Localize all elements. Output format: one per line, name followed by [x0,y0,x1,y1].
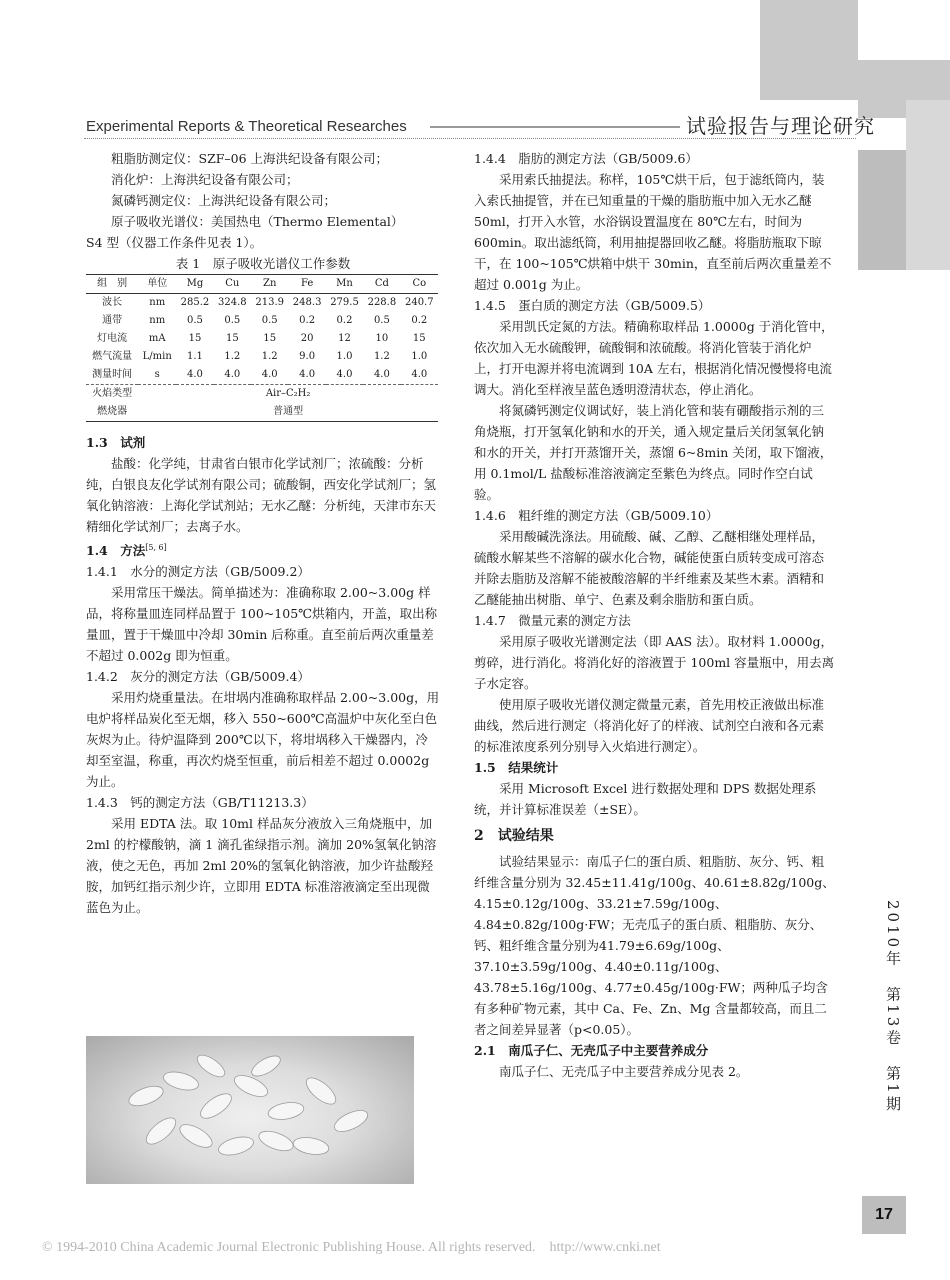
table-cell: 20 [300,333,314,344]
decor-block-4 [906,100,950,270]
instrument-line: 消化炉：上海洪纪设备有限公司； [111,172,299,187]
table-cell: 燃气流量 [92,351,133,362]
paragraph: 使用原子吸收光谱仪测定微量元素，首先用校正液做出标准曲线，然后进行测定（将消化好了的样液、试剂空白液和各元素的标准浓度系列分别导入火焰进行测定）。 [474,697,825,754]
subsection-heading: 1.4.5 蛋白质的测定方法（GB/5009.5） [474,298,711,313]
table-cell: 9.0 [299,351,316,362]
table-cell: 4.0 [224,369,241,380]
instrument-line: S4 型（仪器工作条件见表 1）。 [86,235,263,250]
subsection-heading: 1.4.1 水分的测定方法（GB/5009.2） [86,564,310,580]
params-table [86,274,438,422]
table-cell: 1.0 [336,351,353,362]
table-row [86,366,438,385]
table-cell: 1.0 [411,351,428,362]
table-cell: 4.0 [411,369,428,380]
header-cell: Fe [288,275,325,294]
table-cell: 0.5 [186,315,203,326]
table-cell: s [154,369,160,380]
decor-block-3 [858,150,906,270]
page-number: 17 [862,1196,906,1234]
section-title-cn: 试验报告与理论研究 [686,114,875,138]
paragraph: 采用灼烧重量法。在坩埚内准确称取样品 2.00~3.00g，用电炉将样品炭化至无烟，移入 550~600℃高温炉中灰化至白色灰烬为止。待炉温降到 200℃以下，将坩埚移入干燥器内，冷却至室温，称重，再次灼烧至恒重，前后相差不超过 0.0002g 为止。 [86,690,440,790]
issue-info-vertical: 2010年 第13卷 第1期 [884,900,902,1114]
table-cell: 普通型 [138,403,438,422]
table-cell: 0.5 [224,315,241,326]
paragraph: 盐酸：化学纯，甘肃省白银市化学试剂厂；浓硫酸：分析纯，白银良友化学试剂有限公司；硫酸铜，西安化学试剂厂；氢氧化钠溶液：上海化学试剂站；无水乙醚：分析纯，天津市东天精细化学试剂厂；去离子水。 [86,456,437,534]
table-cell: 10 [375,333,389,344]
subsection-heading: 1.4.6 粗纤维的测定方法（GB/5009.10） [474,508,719,523]
section-heading: 2 试验结果 [474,828,554,844]
paragraph: 将氮磷钙测定仪调试好，装上消化管和装有硼酸指示剂的三角烧瓶，打开氢氧化钠和水的开关，通入规定量后关闭氢氧化钠和水的开关，并打开蒸馏开关，蒸馏 6~8min 关闭，取下馏液，用 0.1mol/L 盐酸标准溶液滴定至紫色为终点。同时作空白试验。 [474,403,833,502]
paragraph: 采用 Microsoft Excel 进行数据处理和 DPS 数据处理系统，并计算标准误差（±SE）。 [474,781,817,817]
subsection-heading: 1.4.3 钙的测定方法（GB/T11213.3） [86,795,314,811]
table-cell: 火焰类型 [86,385,138,404]
table-cell: 燃烧器 [86,403,138,422]
table-cell: 15 [263,333,277,344]
header-dotted-rule [84,138,856,139]
table-cell: 4.0 [299,369,316,380]
right-column [474,148,836,1082]
table-cell: 0.2 [336,315,353,326]
table-cell: 1.2 [224,351,241,362]
pumpkin-seeds-photo [86,1036,414,1184]
table-cell: 285.2 [180,297,210,308]
table-cell: 12 [338,333,351,344]
header-cell: 单位 [138,275,176,294]
table-cell: 通带 [102,315,123,326]
table-cell: 228.8 [367,297,397,308]
table-cell: 1.1 [186,351,203,362]
paragraph: 南瓜子仁、无壳瓜子中主要营养成分见表 2。 [499,1064,749,1079]
header-cell: 组 别 [86,275,138,294]
instrument-line: 氮磷钙测定仪：上海洪纪设备有限公司； [111,193,337,208]
paragraph: 采用原子吸收光谱测定法（即 AAS 法）。取材料 1.0000g，剪碎，进行消化。将消化好的溶液置于 100ml 容量瓶中，用去离子水定容。 [474,634,835,691]
header-cell: Zn [251,275,288,294]
citation-ref: [5, 6] [145,543,167,552]
table-cell: 0.5 [373,315,390,326]
table-row [86,348,438,366]
header-cell: Cd [363,275,400,294]
table-cell: 15 [225,333,239,344]
table-cell: 324.8 [218,297,247,308]
subsection-heading: 2.1 南瓜子仁、无壳瓜子中主要营养成分 [474,1043,709,1058]
subsection-heading: 1.4.7 微量元素的测定方法 [474,613,631,628]
table-cell: 15 [188,333,202,344]
table-cell: 0.2 [299,315,316,326]
table-row [86,294,438,313]
journal-title-en: Experimental Reports & Theoretical Researches [86,118,407,135]
paragraph: 试验结果显示：南瓜子仁的蛋白质、粗脂肪、灰分、钙、粗纤维含量分别为 32.45±11.41g/100g、40.61±8.82g/100g、4.15±0.12g/100g、33.21±7.59g/100g、4.84±0.82g/100g·FW；无壳瓜子的蛋白质、粗脂肪、灰分、钙、粗纤维含量分别为41.79±6.69g/100g、37.10±3.59g/100g、4.40±0.11g/100g、43.78±5.16g/100g、4.77±0.45g/100g·FW；两种瓜子均含有多种矿物元素，其中 Ca、Fe、Zn、Mg 含量都较高，而且二者之间差异显著（p<0.05）。 [474,854,835,1037]
table-row [86,330,438,348]
paragraph: 采用凯氏定氮的方法。精确称取样品 1.0000g 于消化管中，依次加入无水硫酸钾，硫酸铜和浓硫酸。将消化管装于消化炉上，打开电源并将电流调到 10A 左右，根据消化情况慢慢将电流调大。消化至样液呈蓝色透明澄清状态，停止消化。 [474,319,834,397]
section-heading [86,537,440,561]
table-cell: 4.0 [373,369,390,380]
table-cell: 测量时间 [92,369,133,380]
table-cell: nm [149,315,166,326]
paragraph: 采用索氏抽提法。称样，105℃烘干后，包于滤纸筒内，装入索氏抽提管，并在已知重量的干燥的脂肪瓶中加入无水乙醚 50ml，打开入水管，水浴锅设置温度在 80℃左右，时间为 600min。取出滤纸筒，利用抽提器回收乙醚。将脂肪瓶取下晾干，在 100~105℃烘箱中烘干 30min，直至前后两次重量差不超过 0.001g 为止。 [474,172,832,292]
table-cell: 4.0 [261,369,278,380]
seeds-illustration [86,1036,414,1184]
table-cell: 4.0 [186,369,203,380]
header-cell: Cu [214,275,251,294]
copyright-footer: © 1994-2010 China Academic Journal Electronic Publishing House. All rights reserved. http://www.cnki.net [42,1240,661,1255]
table-cell: 279.5 [330,297,359,308]
table-cell: 4.0 [336,369,353,380]
table-cell: Air–C₂H₂ [138,385,438,404]
table-header-row [86,275,438,294]
paragraph: 采用 EDTA 法。取 10ml 样品灰分液放入三角烧瓶中，加 2ml 的柠檬酸钠，滴 1 滴孔雀绿指示剂。滴加 20%氢氧化钠溶液，使之无色，再加 2ml 20%的氢氧化钠溶液，加少许盐酸羟胺，加钙红指示剂少许，立即用 EDTA 标准溶液滴定至出现微蓝色为止。 [86,816,437,916]
header-rule [430,126,680,128]
header-cell: Co [401,275,438,294]
table-caption: 表 1 原子吸收光谱仪工作参数 [175,256,351,271]
paragraph: 采用常压干燥法。简单描述为：准确称取 2.00~3.00g 样品，将称量皿连同样品置于 100~105℃烘箱内，开盖，取出称量皿，置于干燥皿中冷却 30min 后称重。直至前后两次重量差不超过 0.002g 即为恒重。 [86,585,438,664]
table-row [86,403,438,422]
instrument-line: 粗脂肪测定仪：SZF–06 上海洪纪设备有限公司； [111,151,389,166]
section-heading: 1.3 试剂 [86,435,146,450]
section-heading-text: 1.4 方法 [86,543,146,559]
table-cell: 1.2 [373,351,390,362]
table-cell: 0.2 [411,315,428,326]
table-row [86,385,438,404]
subsection-heading: 1.4.2 灰分的测定方法（GB/5009.4） [86,669,310,685]
paragraph: 采用酸碱洗涤法。用硫酸、碱、乙醇、乙醚相继处理样品，硫酸水解某些不溶解的碳水化合物，碱能使蛋白质转变成可溶态并除去脂肪及溶解不能被酸溶解的半纤维素及某些木素。酒精和乙醚能抽出树脂、单宁、色素及剩余脂肪和蛋白质。 [474,529,825,607]
header-cell: Mg [176,275,213,294]
subsection-heading: 1.4.4 脂肪的测定方法（GB/5009.6） [474,151,698,166]
decor-block-1 [760,0,858,100]
table-cell: 灯电流 [97,333,128,344]
header-cell: Mn [326,275,363,294]
table-cell: 240.7 [404,297,434,308]
table-cell: 15 [412,333,426,344]
left-column [86,148,440,918]
table-cell: 0.5 [261,315,278,326]
table-cell: 1.2 [261,351,278,362]
table-cell: mA [148,333,166,344]
section-heading: 1.5 结果统计 [474,760,559,775]
instrument-line: 原子吸收光谱仪：美国热电（Thermo Elemental） [111,214,404,229]
table-cell: 波长 [102,297,123,308]
table-cell: 248.3 [292,297,322,308]
table-row [86,312,438,330]
table-cell: 213.9 [255,297,285,308]
table-cell: L/min [142,351,172,362]
table-cell: nm [149,297,166,308]
